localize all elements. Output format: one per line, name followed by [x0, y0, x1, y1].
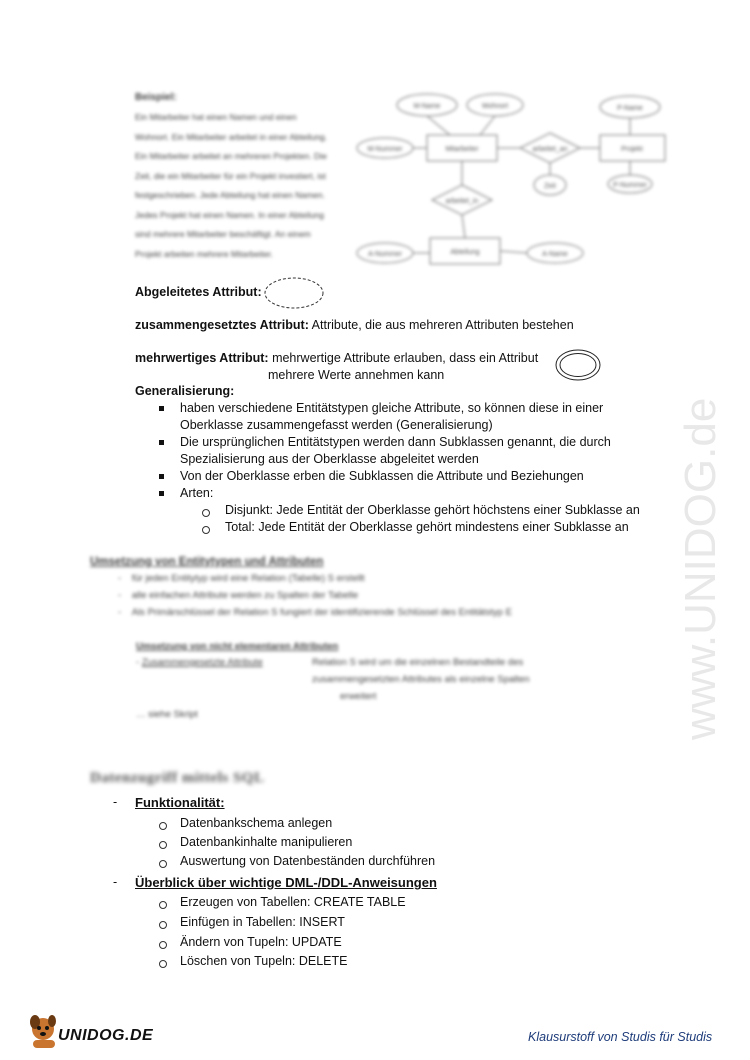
generalization-bullet [159, 491, 164, 496]
footer-logo-text: UNIDOG.DE [58, 1027, 154, 1044]
er-arbeitet-an: arbeitet_an [532, 146, 568, 153]
generalization-subbullet [202, 509, 210, 517]
generalization-item-2b: Spezialisierung aus der Oberklasse abgeleitet werden [180, 452, 479, 466]
sql-functionality-item-3: Auswertung von Datenbeständen durchführen [180, 854, 436, 868]
composite-attribute [135, 318, 574, 332]
mapping-composite-text-1: Relation S wird um die einzelnen Bestandteile des [312, 657, 524, 668]
multivalued-attribute-text-2: mehrere Werte annehmen kann [268, 368, 445, 382]
er-pname: P-Name [617, 105, 643, 112]
mapping-composite: - Zusammengesetzte Attribute [136, 657, 263, 668]
sql-functionality-item-1: Datenbankschema anlegen [180, 816, 333, 830]
mapping-heading: Umsetzung von Entitytypen und Attributen [90, 556, 324, 568]
mapping-composite-label: Zusammengesetzte Attribute [141, 657, 263, 668]
generalization-bullet [159, 406, 164, 411]
generalization-bullet [159, 474, 164, 479]
sql-subbullet [159, 822, 167, 830]
example-block [135, 92, 350, 264]
mapping-see-script: … siehe Skript [136, 709, 198, 720]
example-line: Ein Mitarbeiter arbeitet an mehreren Projekten. Die [135, 151, 327, 161]
er-diagram [355, 90, 675, 270]
sql-overview-item-4: Löschen von Tupeln: DELETE [180, 954, 348, 968]
er-abteilung: Abteilung [450, 249, 480, 256]
generalization-bullet [159, 440, 164, 445]
er-pnummer: P-Nummer [613, 182, 647, 189]
sql-subbullet [159, 901, 167, 909]
generalization-item-1a: haben verschiedene Entitätstypen gleiche Attribute, so können diese in einer [180, 401, 604, 415]
example-text [135, 108, 350, 264]
derived-attribute-dashed-ellipse [263, 276, 325, 310]
sql-overview-item-2: Einfügen in Tabellen: INSERT [180, 915, 345, 929]
mapping-item-3: - Als Primärschlüssel der Relation S fungiert der identifizierende Schlüssel des Entitätstyp E [118, 607, 512, 618]
multivalued-attribute [135, 351, 538, 365]
mapping-item-2: - alle einfachen Attribute werden zu Spalten der Tabelle [118, 590, 359, 601]
footer-tagline: Klausurstoff von Studis für Studis [528, 1030, 713, 1044]
generalization-heading: Generalisierung: [135, 384, 235, 398]
example-line: Zeit, die ein Mitarbeiter für ein Projekt investiert, ist [135, 170, 326, 181]
mapping-sub-heading: Umsetzung von nicht elementaren Attributen [136, 641, 339, 652]
example-line: festgeschrieben. Jede Abteilung hat einen Namen. [135, 190, 325, 200]
sql-functionality-label: Funktionalität: [135, 795, 225, 810]
multivalued-attribute-double-ellipse [554, 348, 602, 382]
sql-subbullet [159, 941, 167, 949]
sql-heading: Datenzugriff mittels SQL [90, 770, 265, 786]
er-mitarbeiter: Mitarbeiter [445, 146, 479, 153]
example-line: Ein Mitarbeiter hat einen Namen und einen [135, 112, 297, 122]
mapping-item-1: - für jeden Entitytyp wird eine Relation (Tabelle) S erstellt [118, 573, 365, 584]
generalization-item-4: Arten: [180, 486, 214, 500]
footer-logo [25, 1012, 155, 1052]
sql-subbullet [159, 960, 167, 968]
generalization-item-1b: Oberklasse zusammengefasst werden (Generalisierung) [180, 418, 493, 432]
er-wohnort: Wohnort [481, 103, 509, 110]
composite-attribute-text: Attribute, die aus mehreren Attributen bestehen [311, 318, 574, 332]
sql-overview-item-3: Ändern von Tupeln: UPDATE [180, 935, 342, 949]
er-mnummer: M-Nummer [367, 146, 403, 153]
er-mname: M-Name [413, 103, 441, 110]
generalization-item-3: Von der Oberklasse erben die Subklassen die Attribute und Beziehungen [180, 469, 584, 483]
generalization-subitem-2: Total: Jede Entität der Oberklasse gehört mindestens einer Subklasse an [225, 520, 629, 534]
er-anummer: A-Nummer [368, 251, 402, 258]
sql-dash: - [113, 875, 118, 889]
sql-functionality-item-2: Datenbankinhalte manipulieren [180, 835, 353, 849]
sql-overview-item-1: Erzeugen von Tabellen: CREATE TABLE [180, 895, 406, 909]
generalization-item-2a: Die ursprünglichen Entitätstypen werden dann Subklassen genannt, die durch [180, 435, 611, 449]
example-line: sind mehrere Mitarbeiter beschäftigt. An einem [135, 229, 311, 239]
mapping-composite-text-3: erweitert [340, 691, 377, 702]
er-arbeitet-in: arbeitet_in [445, 198, 479, 205]
multivalued-attribute-text-1: mehrwertige Attribute erlauben, dass ein Attribut [272, 351, 539, 365]
watermark-text: www.UNIDOG.de [676, 397, 725, 740]
example-line: Projekt arbeiten mehrere Mitarbeiter. [135, 248, 273, 259]
sql-overview-label: Überblick über wichtige DML-/DDL-Anweisungen [135, 875, 437, 890]
derived-attribute-label: Abgeleitetes Attribut: [135, 285, 262, 299]
watermark [660, 300, 740, 750]
mapping-composite-text-2: zusammengesetzten Attributes als einzelne Spalten [312, 674, 530, 685]
example-line: Jedes Projekt hat einen Namen. In einer Abteilung [135, 209, 325, 220]
sql-subbullet [159, 841, 167, 849]
sql-subbullet [159, 860, 167, 868]
er-projekt: Projekt [621, 146, 643, 153]
example-line: Wohnort. Ein Mitarbeiter arbeitet in einer Abteilung. [135, 131, 328, 142]
er-aname: A-Name [542, 251, 568, 258]
multivalued-attribute-label: mehrwertiges Attribut: [135, 351, 269, 365]
example-heading: Beispiel: [135, 92, 177, 103]
generalization-subbullet [202, 526, 210, 534]
sql-subbullet [159, 921, 167, 929]
er-zeit: Zeit [544, 183, 556, 190]
sql-dash: - [113, 795, 118, 809]
composite-attribute-label: zusammengesetztes Attribut: [135, 318, 309, 332]
generalization-subitem-1: Disjunkt: Jede Entität der Oberklasse gehört höchstens einer Subklasse an [225, 503, 640, 517]
